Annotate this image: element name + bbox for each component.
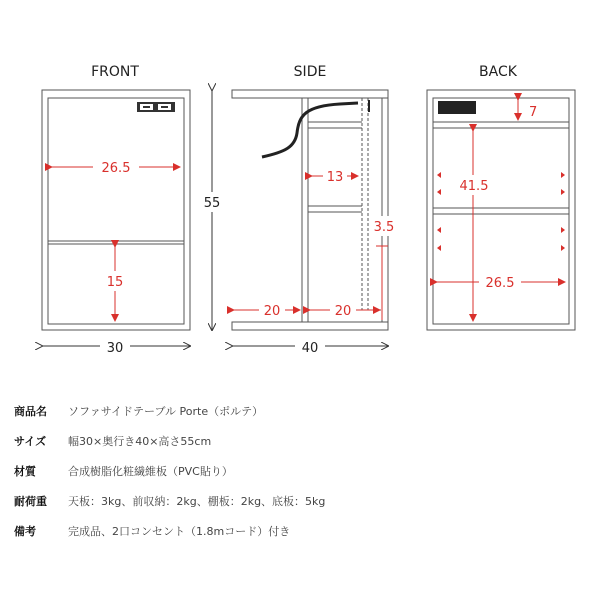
spec-row-material [14, 456, 586, 486]
front-view [42, 64, 190, 357]
spec-value: 幅30×奥行き40×高さ55cm [68, 435, 212, 448]
power-cord [262, 103, 358, 157]
spec-value: 完成品、2口コンセント（1.8mコード）付き [68, 525, 291, 538]
side-view [232, 64, 399, 357]
side-back-depth-label: 20 [334, 304, 352, 319]
side-gap-label: 3.5 [373, 220, 395, 235]
power-outlet-icon [137, 102, 175, 112]
spec-label: 備考 [14, 525, 36, 538]
cable-hole [438, 101, 476, 114]
spec-row-size [14, 426, 586, 456]
spec-row-notes [14, 516, 586, 546]
back-top-gap-label: 7 [529, 105, 538, 120]
back-opening-height-label: 41.5 [459, 179, 489, 194]
side-upper-depth-label: 13 [326, 170, 344, 185]
spec-label: サイズ [14, 435, 47, 448]
total-height-dimension [198, 90, 226, 330]
front-inner-width-label: 26.5 [101, 161, 131, 176]
total-height-label: 55 [203, 196, 221, 211]
side-view-title: SIDE [293, 64, 327, 80]
back-view-title: BACK [479, 64, 517, 80]
back-cabinet-outline [427, 90, 575, 330]
front-view-title: FRONT [91, 64, 139, 80]
spec-label: 耐荷重 [14, 495, 47, 508]
spec-row-load-capacity [14, 486, 586, 516]
side-outer-depth-label: 40 [301, 341, 319, 356]
spec-value: 天板：3kg、前収納：2kg、棚板：2kg、底板：5kg [68, 495, 326, 508]
front-lower-height-label: 15 [106, 275, 124, 290]
spec-value: ソファサイドテーブル Porte（ポルテ） [68, 405, 264, 418]
spec-row-product-name [14, 396, 586, 426]
side-front-depth-label: 20 [263, 304, 281, 319]
back-inner-width-label: 26.5 [485, 276, 515, 291]
front-outer-width-label: 30 [106, 341, 124, 356]
side-cabinet-outline [232, 90, 388, 330]
front-cabinet-outline [42, 90, 190, 330]
spec-table [14, 396, 586, 546]
spec-value: 合成樹脂化粧繊維板（PVC貼り） [68, 465, 233, 478]
back-view [427, 64, 575, 330]
spec-label: 商品名 [14, 405, 47, 418]
spec-label: 材質 [14, 465, 36, 478]
